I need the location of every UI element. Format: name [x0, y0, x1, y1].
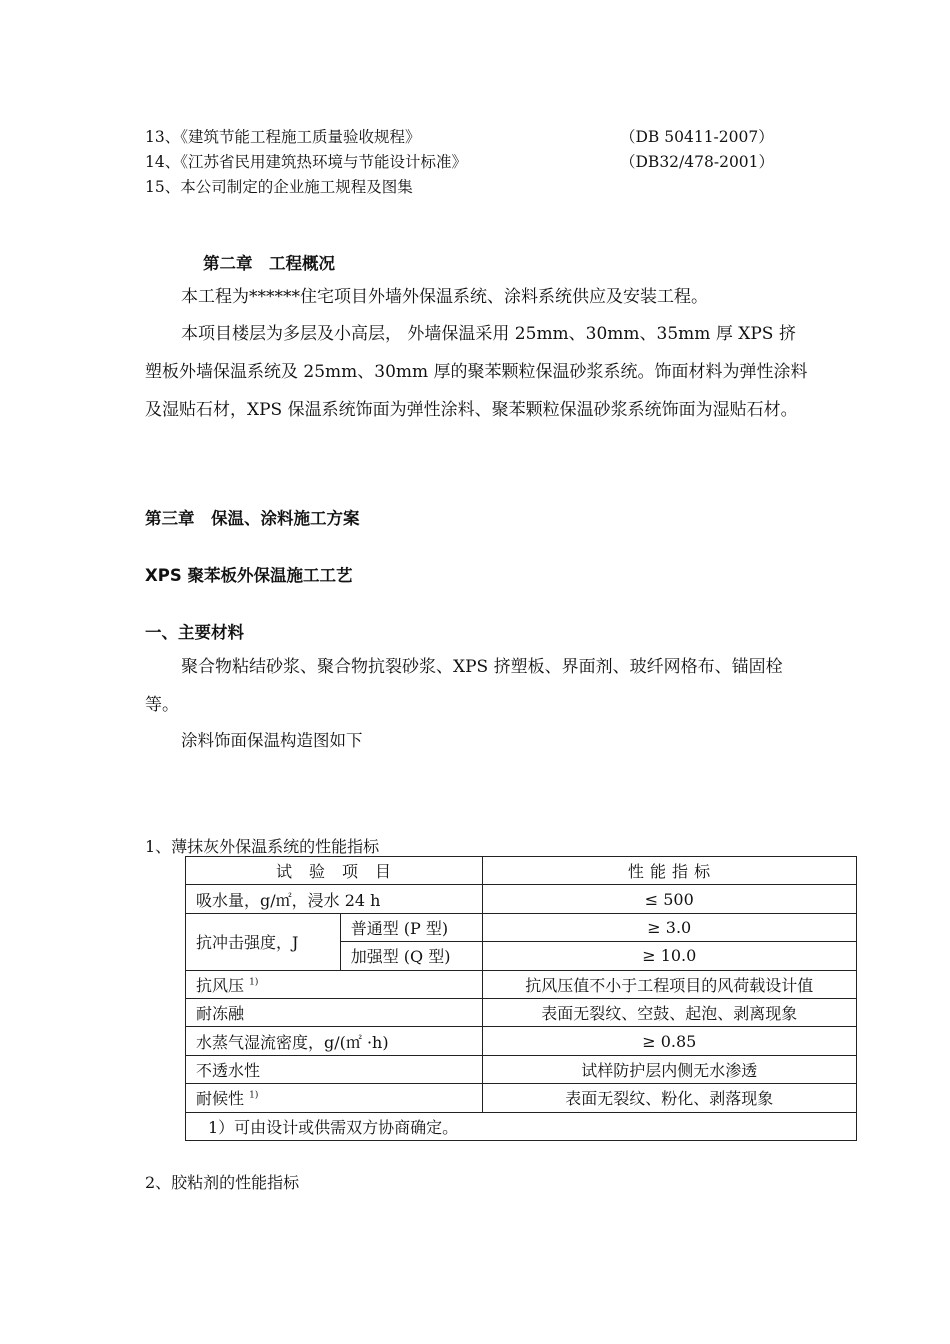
row-item: 耐候性: [196, 1089, 245, 1109]
row-value: 抗风压值不小于工程项目的风荷载设计值: [482, 970, 856, 998]
reference-15: [145, 176, 413, 198]
table-1-caption: 1、薄抹灰外保温系统的性能指标: [145, 837, 380, 856]
reference-14: [145, 151, 467, 173]
reference-title: 《江苏省民用建筑热环境与节能设计标准》: [180, 153, 467, 171]
row-value: ≤ 500: [482, 885, 856, 913]
row-value: 试样防护层内侧无水渗透: [482, 1055, 856, 1083]
reference-number: 14、: [145, 153, 181, 171]
table-row: [186, 970, 857, 998]
table-header-row: [186, 857, 857, 885]
chapter-2-paragraph-1: [145, 278, 810, 316]
table-row: [186, 1055, 857, 1083]
paragraph-text: 本项目楼层为多层及小高层， 外墙保温采用 25mm、30mm、35mm 厚 XPS 挤塑板外墙保温系统及 25mm、30mm 厚的聚苯颗粒保温砂浆系统。饰面材料为弹性涂料及湿贴石材，XPS 保温系统饰面为弹性涂料、聚苯颗粒保温砂浆系统饰面为湿贴石材。: [145, 324, 808, 420]
paragraph-text: 聚合物粘结砂浆、聚合物抗裂砂浆、XPS 挤塑板、界面剂、玻纤网格布、锚固栓等。: [145, 657, 783, 715]
materials-paragraph: [145, 648, 810, 724]
table-footnote-row: [186, 1112, 857, 1140]
row-subitem: 普通型 (P 型): [340, 913, 482, 941]
row-item-cell: [186, 1084, 483, 1112]
table-row: [186, 998, 857, 1026]
table-footnote: 1）可由设计或供需双方协商确定。: [186, 1112, 857, 1140]
row-value: ≥ 3.0: [482, 913, 856, 941]
table-row: [186, 1084, 857, 1112]
paragraph-text: 本工程为******住宅项目外墙外保温系统、涂料系统供应及安装工程。: [181, 287, 708, 307]
reference-number: 15、: [145, 178, 181, 196]
table-row: [186, 885, 857, 913]
chapter-2-paragraph-2: [145, 315, 810, 429]
table-row: [186, 1027, 857, 1055]
row-value: 表面无裂纹、空鼓、起泡、剥离现象: [482, 998, 856, 1026]
header-item: 试 验 项 目: [186, 857, 483, 885]
row-item: 抗风压: [196, 975, 245, 995]
row-value: ≥ 0.85: [482, 1027, 856, 1055]
chapter-2-heading: 第二章 工程概况: [203, 254, 335, 273]
section-main-materials-heading: 一、主要材料: [145, 623, 244, 642]
row-item: 吸水量，g/㎡，浸水 24 h: [186, 885, 483, 913]
table-2-caption: 2、胶粘剂的性能指标: [145, 1173, 300, 1192]
row-subitem: 加强型 (Q 型): [340, 942, 482, 970]
row-item: 抗冲击强度，J: [186, 913, 341, 970]
footnote-marker: 1): [249, 977, 259, 988]
row-item-cell: [186, 970, 483, 998]
row-item: 不透水性: [186, 1055, 483, 1083]
row-value: 表面无裂纹、粉化、剥落现象: [482, 1084, 856, 1112]
reference-13: [145, 126, 421, 148]
reference-number: 13、: [145, 128, 181, 146]
reference-13-code: （DB 50411-2007）: [620, 128, 774, 146]
header-value: 性 能 指 标: [482, 857, 856, 885]
xps-process-heading: XPS 聚苯板外保温施工工艺: [145, 566, 353, 585]
row-item: 水蒸气湿流密度，g/(㎡ ·h): [186, 1027, 483, 1055]
table-row: [186, 913, 857, 941]
reference-title: 《建筑节能工程施工质量验收规程》: [180, 128, 421, 146]
performance-table: [185, 856, 857, 1141]
footnote-marker: 1): [249, 1090, 259, 1101]
row-value: ≥ 10.0: [482, 942, 856, 970]
reference-title: 本公司制定的企业施工规程及图集: [180, 178, 413, 196]
chapter-3-heading: 第三章 保温、涂料施工方案: [145, 509, 360, 528]
row-item: 耐冻融: [186, 998, 483, 1026]
diagram-note: 涂料饰面保温构造图如下: [181, 731, 363, 750]
reference-14-code: （DB32/478-2001）: [620, 153, 775, 171]
